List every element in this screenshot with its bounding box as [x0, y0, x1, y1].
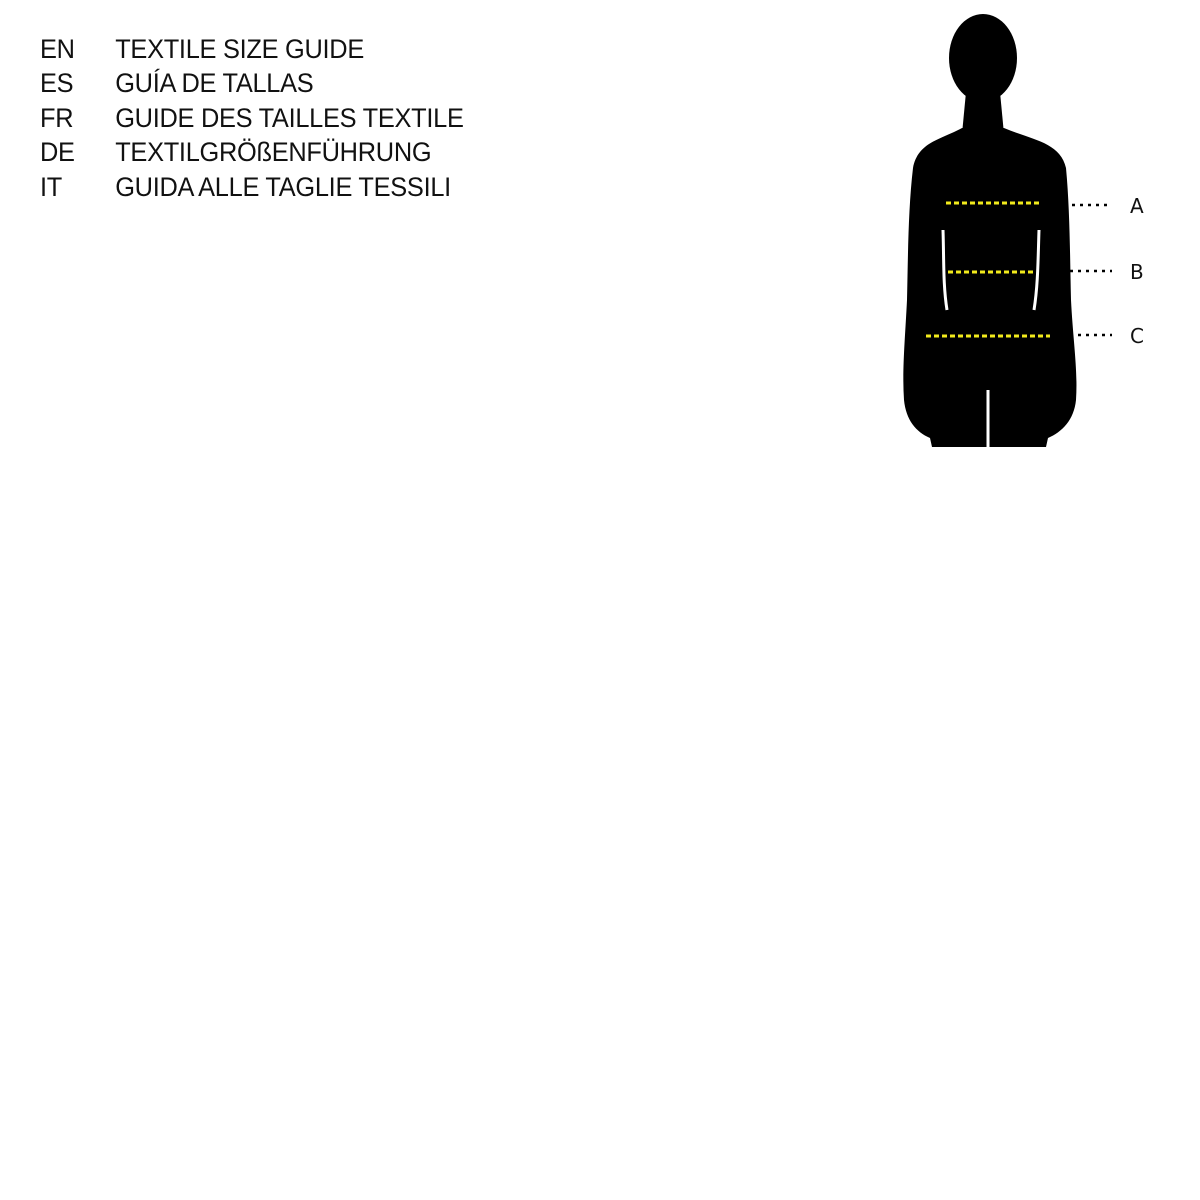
- size-guide-title-list: [40, 32, 491, 205]
- female-silhouette-icon: [903, 14, 1076, 447]
- measurement-label: B: [1130, 260, 1144, 284]
- title-row-en: [40, 32, 464, 67]
- title-row-it: [40, 170, 464, 205]
- measurement-label: C: [1130, 324, 1144, 348]
- title-row-de: [40, 136, 464, 171]
- size-guide-title: GUIDA ALLE TAGLIE TESSILI: [115, 171, 451, 202]
- size-guide-title: GUÍA DE TALLAS: [115, 68, 314, 99]
- size-guide-title: TEXTILE SIZE GUIDE: [115, 33, 364, 64]
- body-measurement-figure: [880, 10, 1160, 450]
- language-code: ES: [40, 68, 74, 99]
- language-code: EN: [40, 33, 75, 64]
- size-guide-title: GUIDE DES TAILLES TEXTILE: [115, 102, 464, 133]
- language-code: IT: [40, 171, 63, 202]
- title-row-fr: [40, 101, 464, 136]
- language-code: DE: [40, 137, 75, 168]
- size-guide-title: TEXTILGRÖßENFÜHRUNG: [115, 137, 432, 168]
- measurement-label: A: [1130, 194, 1144, 218]
- language-code: FR: [40, 102, 74, 133]
- body-measurement-diagram: [880, 10, 1160, 450]
- title-row-es: [40, 67, 464, 102]
